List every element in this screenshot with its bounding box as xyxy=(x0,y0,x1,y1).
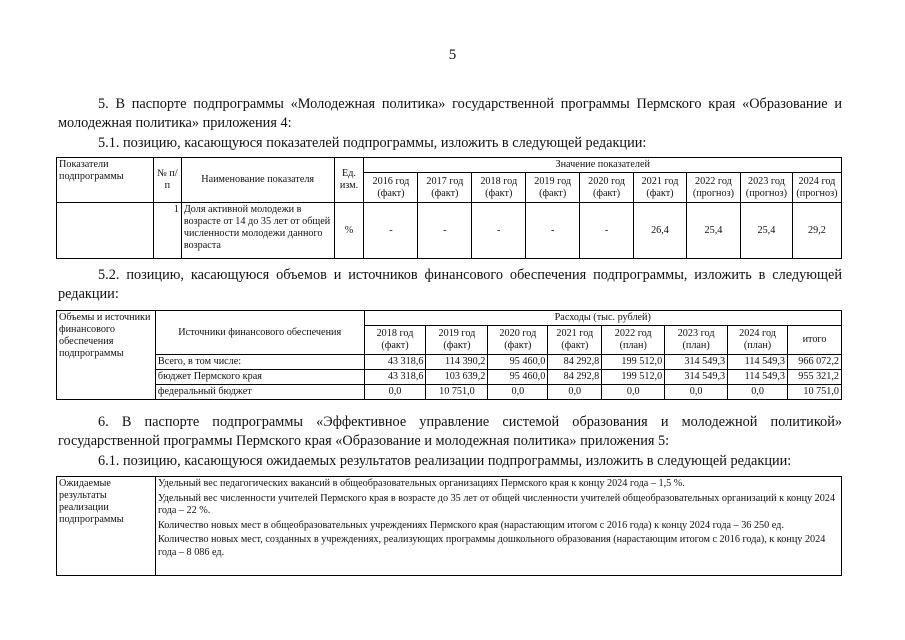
total-header: итого xyxy=(788,326,842,355)
col-indicators-header: Показатели подпрограммы xyxy=(57,158,154,203)
year-header: 2020 год (факт) xyxy=(580,173,634,203)
year-header: 2018 год (факт) xyxy=(472,173,526,203)
value-cell: 314 549,3 xyxy=(665,370,728,385)
value-cell: 95 460,0 xyxy=(488,370,548,385)
col-name-header: Наименование показателя xyxy=(181,158,334,203)
value-cell: 199 512,0 xyxy=(602,355,665,370)
year-header: 2017 год (факт) xyxy=(418,173,472,203)
value-cell: 26,4 xyxy=(634,203,687,259)
row-label: Всего, в том числе: xyxy=(155,355,364,370)
indicators-table xyxy=(56,157,842,259)
section6-heading: 6. В паспорте подпрограммы «Эффективное управление системой образования и молодежной политикой» государственной программы Пермского края «Образование и молодежная политика» приложения 5: xyxy=(58,414,842,449)
value-cell: 114 549,3 xyxy=(728,355,788,370)
year-header: 2021 год (факт) xyxy=(548,326,602,355)
row-num: 1 xyxy=(153,203,181,259)
results-text xyxy=(155,477,841,576)
value-cell: - xyxy=(472,203,526,259)
indicator-unit: % xyxy=(334,203,364,259)
result-paragraph: Количество новых мест, созданных в учреждениях, реализующих программы дошкольного образования (нарастающим итогом с 2016 года), к концу 2024 года – 8 086 ед. xyxy=(157,534,826,558)
year-header: 2023 год (план) xyxy=(665,326,728,355)
value-cell: - xyxy=(580,203,634,259)
value-cell: 10 751,0 xyxy=(788,385,842,400)
value-cell: 114 549,3 xyxy=(728,370,788,385)
col-sources-header: Источники финансового обеспечения xyxy=(155,311,364,355)
value-cell: - xyxy=(418,203,472,259)
result-paragraph: Удельный вес педагогических вакансий в общеобразовательных организациях Пермского края к концу 2024 года – 1,5 %. xyxy=(157,478,685,489)
value-cell: 0,0 xyxy=(488,385,548,400)
value-cell: 25,4 xyxy=(740,203,792,259)
value-cell: 966 072,2 xyxy=(788,355,842,370)
value-cell: 43 318,6 xyxy=(364,370,426,385)
value-cell: 114 390,2 xyxy=(426,355,488,370)
col-unit-header: Ед. изм. xyxy=(334,158,364,203)
row-label: федеральный бюджет xyxy=(155,385,364,400)
year-header: 2023 год (прогноз) xyxy=(740,173,792,203)
value-cell: 84 292,8 xyxy=(548,370,602,385)
expected-results-table xyxy=(56,476,842,576)
result-paragraph: Количество новых мест в общеобразовательных учреждениях Пермского края (нарастающим итогом с 2016 года) к концу 2024 года – 36 250 ед. xyxy=(157,519,784,531)
value-cell: 0,0 xyxy=(665,385,728,400)
value-cell: 84 292,8 xyxy=(548,355,602,370)
item-6-1: 6.1. позицию, касающуюся ожидаемых результатов реализации подпрограммы, изложить в следующей редакции: xyxy=(98,453,792,469)
item-5-2: 5.2. позицию, касающуюся объемов и источников финансового обеспечения подпрограммы, изложить в следующей редакции: xyxy=(58,267,842,302)
results-label: Ожидаемые результаты реализации подпрограммы xyxy=(57,477,156,576)
col-num-header: № п/п xyxy=(153,158,181,203)
financing-table xyxy=(56,310,842,400)
value-cell: 314 549,3 xyxy=(665,355,728,370)
item-5-1: 5.1. позицию, касающуюся показателей подпрограммы, изложить в следующей редакции: xyxy=(98,135,647,151)
year-header: 2022 год (прогноз) xyxy=(686,173,740,203)
table-row xyxy=(57,355,842,370)
year-header: 2024 год (план) xyxy=(728,326,788,355)
indicator-name: Доля активной молодежи в возрасте от 14 до 35 лет от общей численности молодежи данного возраста xyxy=(181,203,334,259)
page-number: 5 xyxy=(448,47,457,63)
year-header: 2024 год (прогноз) xyxy=(792,173,841,203)
empty-cell xyxy=(57,203,154,259)
year-header: 2020 год (факт) xyxy=(488,326,548,355)
value-cell: 95 460,0 xyxy=(488,355,548,370)
value-cell: 0,0 xyxy=(728,385,788,400)
result-paragraph: Удельный вес численности учителей Пермского края в возрасте до 35 лет от общей численности учителей общеобразовательных организаций к концу 2024 года – 22 %. xyxy=(157,492,836,516)
value-cell: 10 751,0 xyxy=(426,385,488,400)
col-volumes-header: Объемы и источники финансового обеспечения подпрограммы xyxy=(57,311,156,400)
value-cell: 199 512,0 xyxy=(602,370,665,385)
table-row xyxy=(57,203,842,259)
table-row xyxy=(57,385,842,400)
year-header: 2018 год (факт) xyxy=(364,326,426,355)
year-header: 2022 год (план) xyxy=(602,326,665,355)
col-values-header: Значение показателей xyxy=(364,158,842,173)
year-header: 2019 год (факт) xyxy=(526,173,580,203)
year-header: 2019 год (факт) xyxy=(426,326,488,355)
row-label: бюджет Пермского края xyxy=(155,370,364,385)
value-cell: 0,0 xyxy=(602,385,665,400)
section5-heading: 5. В паспорте подпрограммы «Молодежная политика» государственной программы Пермского края «Образование и молодежная политика» приложения 4: xyxy=(58,96,842,131)
value-cell: 29,2 xyxy=(792,203,841,259)
value-cell: 0,0 xyxy=(548,385,602,400)
value-cell: - xyxy=(364,203,418,259)
year-header: 2021 год (факт) xyxy=(634,173,687,203)
value-cell: 955 321,2 xyxy=(788,370,842,385)
value-cell: 25,4 xyxy=(686,203,740,259)
table-row xyxy=(57,370,842,385)
col-expenses-header: Расходы (тыс. рублей) xyxy=(364,311,841,326)
value-cell: 103 639,2 xyxy=(426,370,488,385)
value-cell: - xyxy=(526,203,580,259)
value-cell: 43 318,6 xyxy=(364,355,426,370)
year-header: 2016 год (факт) xyxy=(364,173,418,203)
value-cell: 0,0 xyxy=(364,385,426,400)
